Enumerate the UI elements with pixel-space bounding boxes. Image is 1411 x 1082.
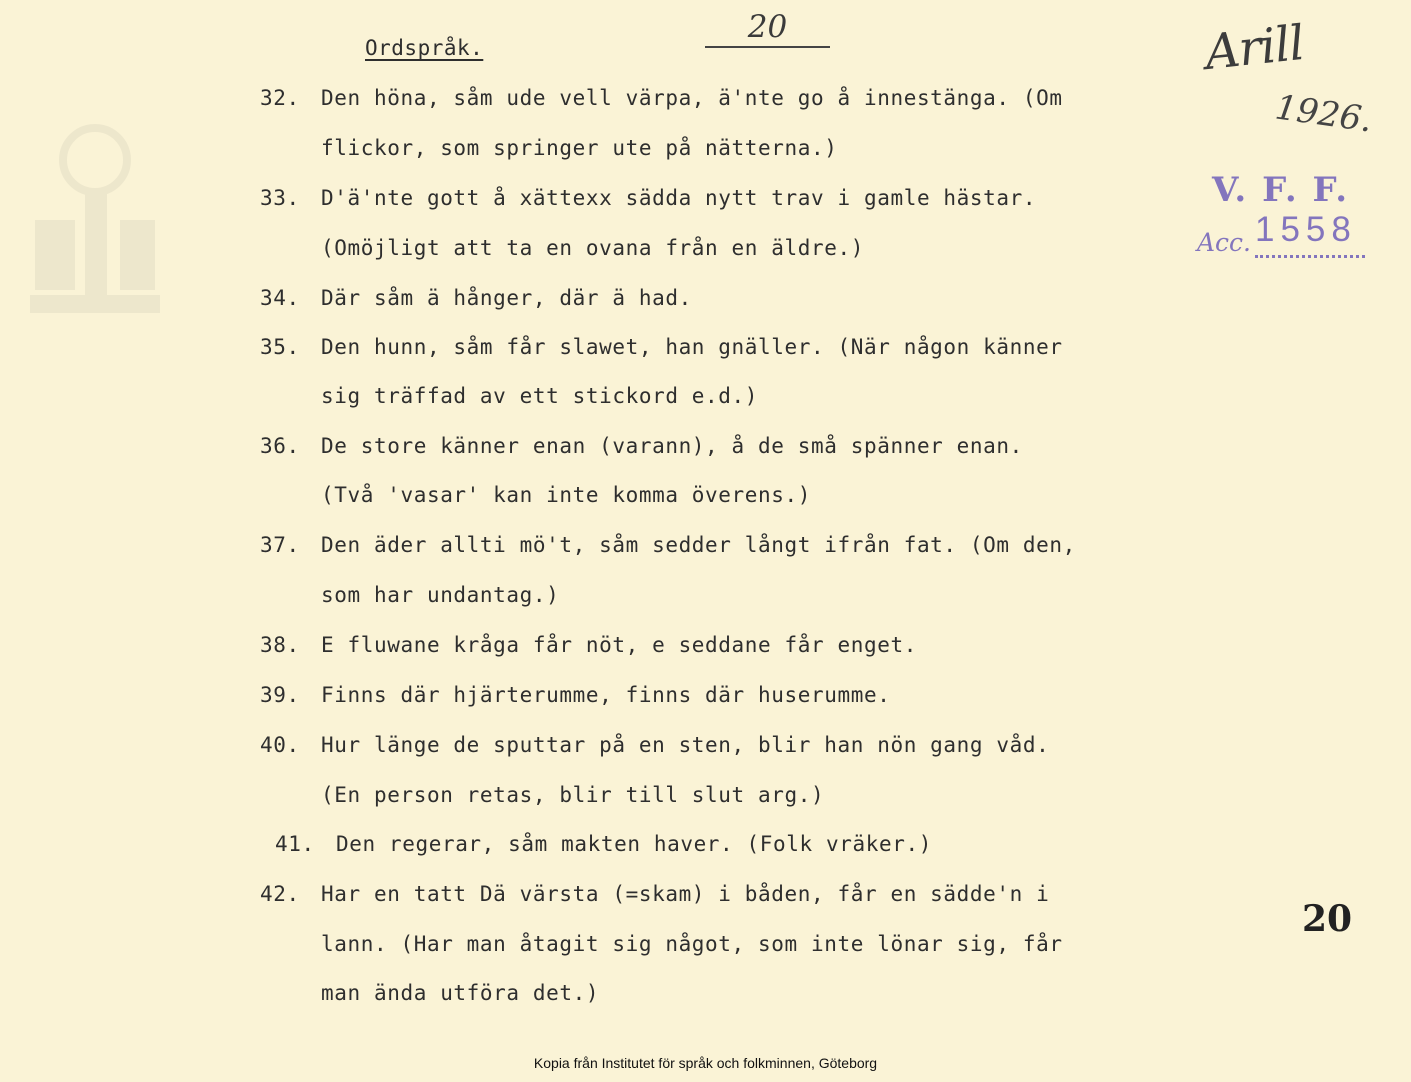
archive-stamp-acc-label: Acc. (1197, 228, 1252, 257)
entry-line: Har en tatt Dä värsta (=skam) i båden, får en sädde'n i (321, 882, 1050, 906)
archive-stamp-vff: V. F. F. (1212, 170, 1350, 210)
entry-number: 40. (260, 733, 300, 757)
entry-number: 35. (260, 335, 300, 359)
entry-line: flickor, som springer ute på nätterna.) (321, 136, 838, 160)
handwritten-page-number: 20 (705, 8, 830, 48)
entry-number: 32. (260, 86, 300, 110)
entry-line: Hur länge de sputtar på en sten, blir han nön gang våd. (321, 733, 1050, 757)
entry-line: Den regerar, såm makten haver. (Folk vräker.) (336, 832, 932, 856)
archive-stamp-acc-number: 1558 (1255, 210, 1365, 258)
entry-line: Den hunn, såm får slawet, han gnäller. (När någon känner (321, 335, 1063, 359)
entry-number: 38. (260, 633, 300, 657)
entry-line: De store känner enan (varann), å de små spänner enan. (321, 434, 1023, 458)
entry-line: lann. (Har man åtagit sig något, som inte lönar sig, får (321, 932, 1063, 956)
entry-line: E fluwane kråga får nöt, e seddane får enget. (321, 633, 917, 657)
entry-line: (Två 'vasar' kan inte komma överens.) (321, 483, 811, 507)
entry-number: 33. (260, 186, 300, 210)
stamped-page-number: 20 (1302, 898, 1353, 940)
archive-footer: Kopia från Institutet för språk och folkminnen, Göteborg (533, 1055, 878, 1071)
entry-number: 34. (260, 286, 300, 310)
entry-line: man ända utföra det.) (321, 981, 600, 1005)
entry-line: Den äder allti mö't, såm sedder långt ifrån fat. (Om den, (321, 533, 1076, 557)
entry-line: Den höna, såm ude vell värpa, ä'nte go å innestänga. (Om (321, 86, 1063, 110)
entry-number: 42. (260, 882, 300, 906)
entry-number: 39. (260, 683, 300, 707)
handwritten-year: 1926. (1272, 87, 1375, 141)
page-heading: Ordspråk. (365, 36, 484, 60)
handwritten-collector-name: Arill (1202, 14, 1307, 82)
entry-number: 36. (260, 434, 300, 458)
entry-line: Där såm ä hånger, där ä had. (321, 286, 692, 310)
entry-line: som har undantag.) (321, 583, 560, 607)
entry-line: D'ä'nte gott å xättexx sädda nytt trav i gamle hästar. (321, 186, 1037, 210)
entry-number: 41. (275, 832, 315, 856)
entry-line: (Omöjligt att ta en ovana från en äldre.) (321, 236, 864, 260)
bleed-through-logo (0, 100, 160, 340)
entry-number: 37. (260, 533, 300, 557)
entry-line: Finns där hjärterumme, finns där huserumme. (321, 683, 891, 707)
entry-line: sig träffad av ett stickord e.d.) (321, 384, 759, 408)
entry-line: (En person retas, blir till slut arg.) (321, 783, 825, 807)
